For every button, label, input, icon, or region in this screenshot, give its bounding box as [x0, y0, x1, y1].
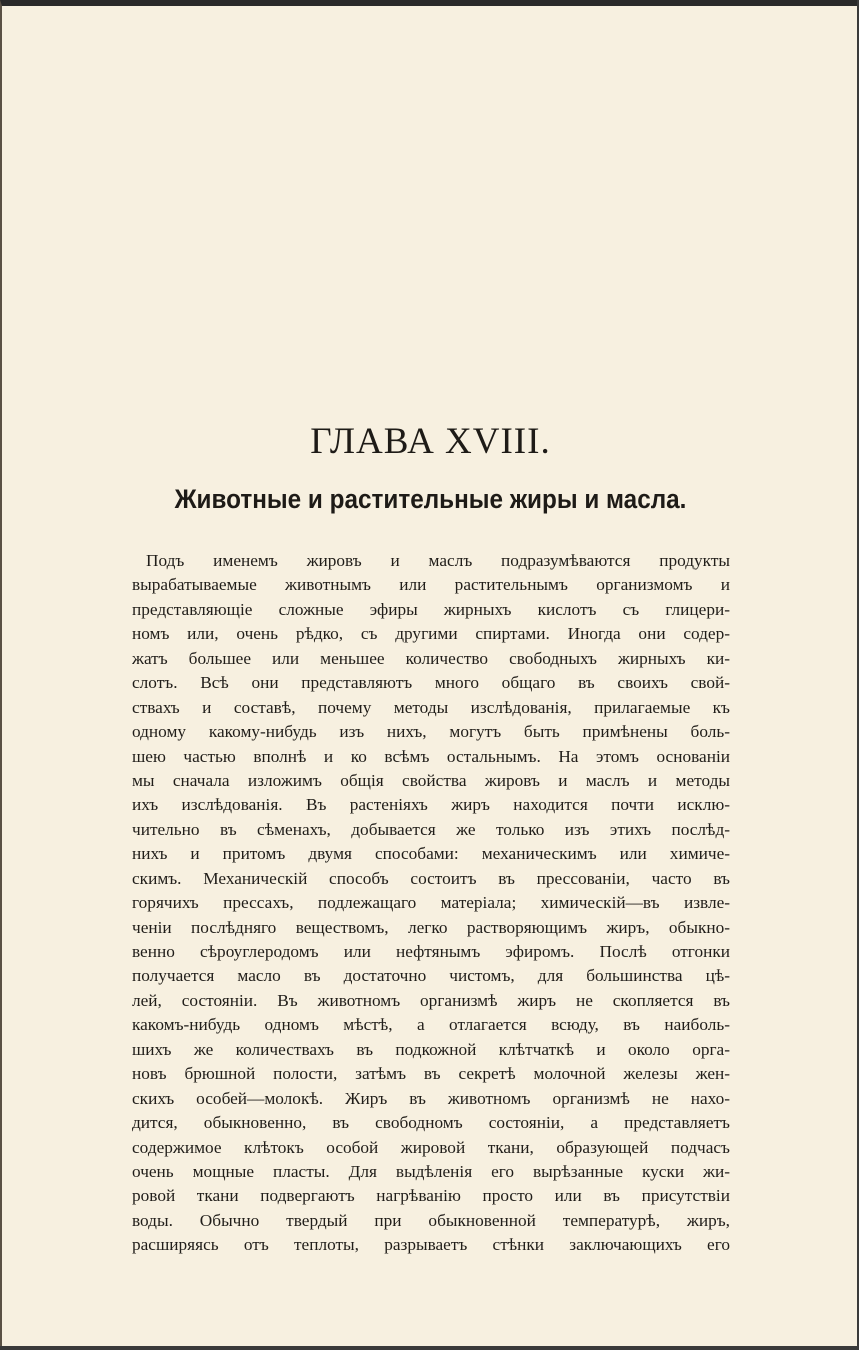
- text-line: воды. Обычно твердый при обыкновенной температурѣ, жиръ,: [132, 1210, 730, 1230]
- text-line: ченіи послѣдняго веществомъ, легко растворяющимъ жиръ, обыкно-: [132, 917, 730, 937]
- text-line: представляющіе сложные эфиры жирныхъ кислотъ съ глицери-: [132, 599, 730, 619]
- text-line: чительно въ сѣменахъ, добывается же только изъ этихъ послѣд-: [132, 819, 730, 839]
- text-line: ровой ткани подвергаютъ нагрѣванію просто или въ присутствіи: [132, 1186, 730, 1206]
- text-line: скимъ. Механическій способъ состоитъ въ прессованіи, часто въ: [132, 868, 730, 888]
- text-line: лей, состояніи. Въ животномъ организмѣ жиръ не скопляется въ: [132, 990, 730, 1010]
- text-line: расширяясь отъ теплоты, разрываетъ стѣнки заключающихъ его: [132, 1235, 730, 1255]
- text-line: жатъ большее или меньшее количество свободныхъ жирныхъ ки-: [132, 648, 730, 668]
- text-line: какомъ-нибудь одномъ мѣстѣ, а отлагается всюду, въ наиболь-: [132, 1015, 730, 1035]
- text-line: слотъ. Всѣ они представляютъ много общаго въ своихъ свой-: [132, 673, 730, 693]
- text-line: новъ брюшной полости, затѣмъ въ секретѣ молочной железы жен-: [132, 1064, 730, 1084]
- text-line: очень мощные пласты. Для выдѣленія его вырѣзанные куски жи-: [132, 1161, 730, 1181]
- text-line: шею частью вполнѣ и ко всѣмъ остальнымъ. На этомъ основаніи: [132, 746, 730, 766]
- text-line: получается масло въ достаточно чистомъ, для большинства цѣ-: [132, 966, 730, 986]
- text-line: скихъ особей—молокѣ. Жиръ въ животномъ организмѣ не нахо-: [132, 1088, 730, 1108]
- text-line: ствахъ и составѣ, почему методы изслѣдованія, прилагаемые къ: [132, 697, 730, 717]
- chapter-subtitle: Животные и растительные жиры и масла.: [174, 484, 687, 514]
- text-line: мы сначала изложимъ общія свойства жировъ и маслъ и методы: [132, 770, 730, 790]
- text-line: венно сѣроуглеродомъ или нефтянымъ эфиромъ. Послѣ отгонки: [132, 942, 730, 961]
- text-line: дится, обыкновенно, въ свободномъ состояніи, а представляетъ: [132, 1113, 730, 1133]
- text-line: вырабатываемые животнымъ или растительнымъ организмомъ и: [132, 575, 730, 595]
- text-line: одному какому-нибудь изъ нихъ, могутъ быть примѣнены боль-: [132, 722, 730, 742]
- text-line: горячихъ прессахъ, подлежащаго матеріала; химическій—въ извле-: [132, 893, 730, 913]
- chapter-title: ГЛАВА XVIII.: [310, 421, 551, 462]
- body-text: [132, 549, 730, 1258]
- text-line: шихъ же количествахъ въ подкожной клѣтчаткѣ и около орга-: [132, 1039, 730, 1059]
- text-line: нихъ и притомъ двумя способами: механическимъ или химиче-: [132, 844, 730, 864]
- text-line: ихъ изслѣдованія. Въ растеніяхъ жиръ находится почти исклю-: [132, 795, 730, 815]
- text-line: содержимое клѣтокъ особой жировой ткани, образующей подчасъ: [132, 1137, 730, 1157]
- text-line: номъ или, очень рѣдко, съ другими спиртами. Иногда они содер-: [132, 624, 730, 644]
- text-line: Подъ именемъ жировъ и маслъ подразумѣваются продукты: [146, 551, 730, 570]
